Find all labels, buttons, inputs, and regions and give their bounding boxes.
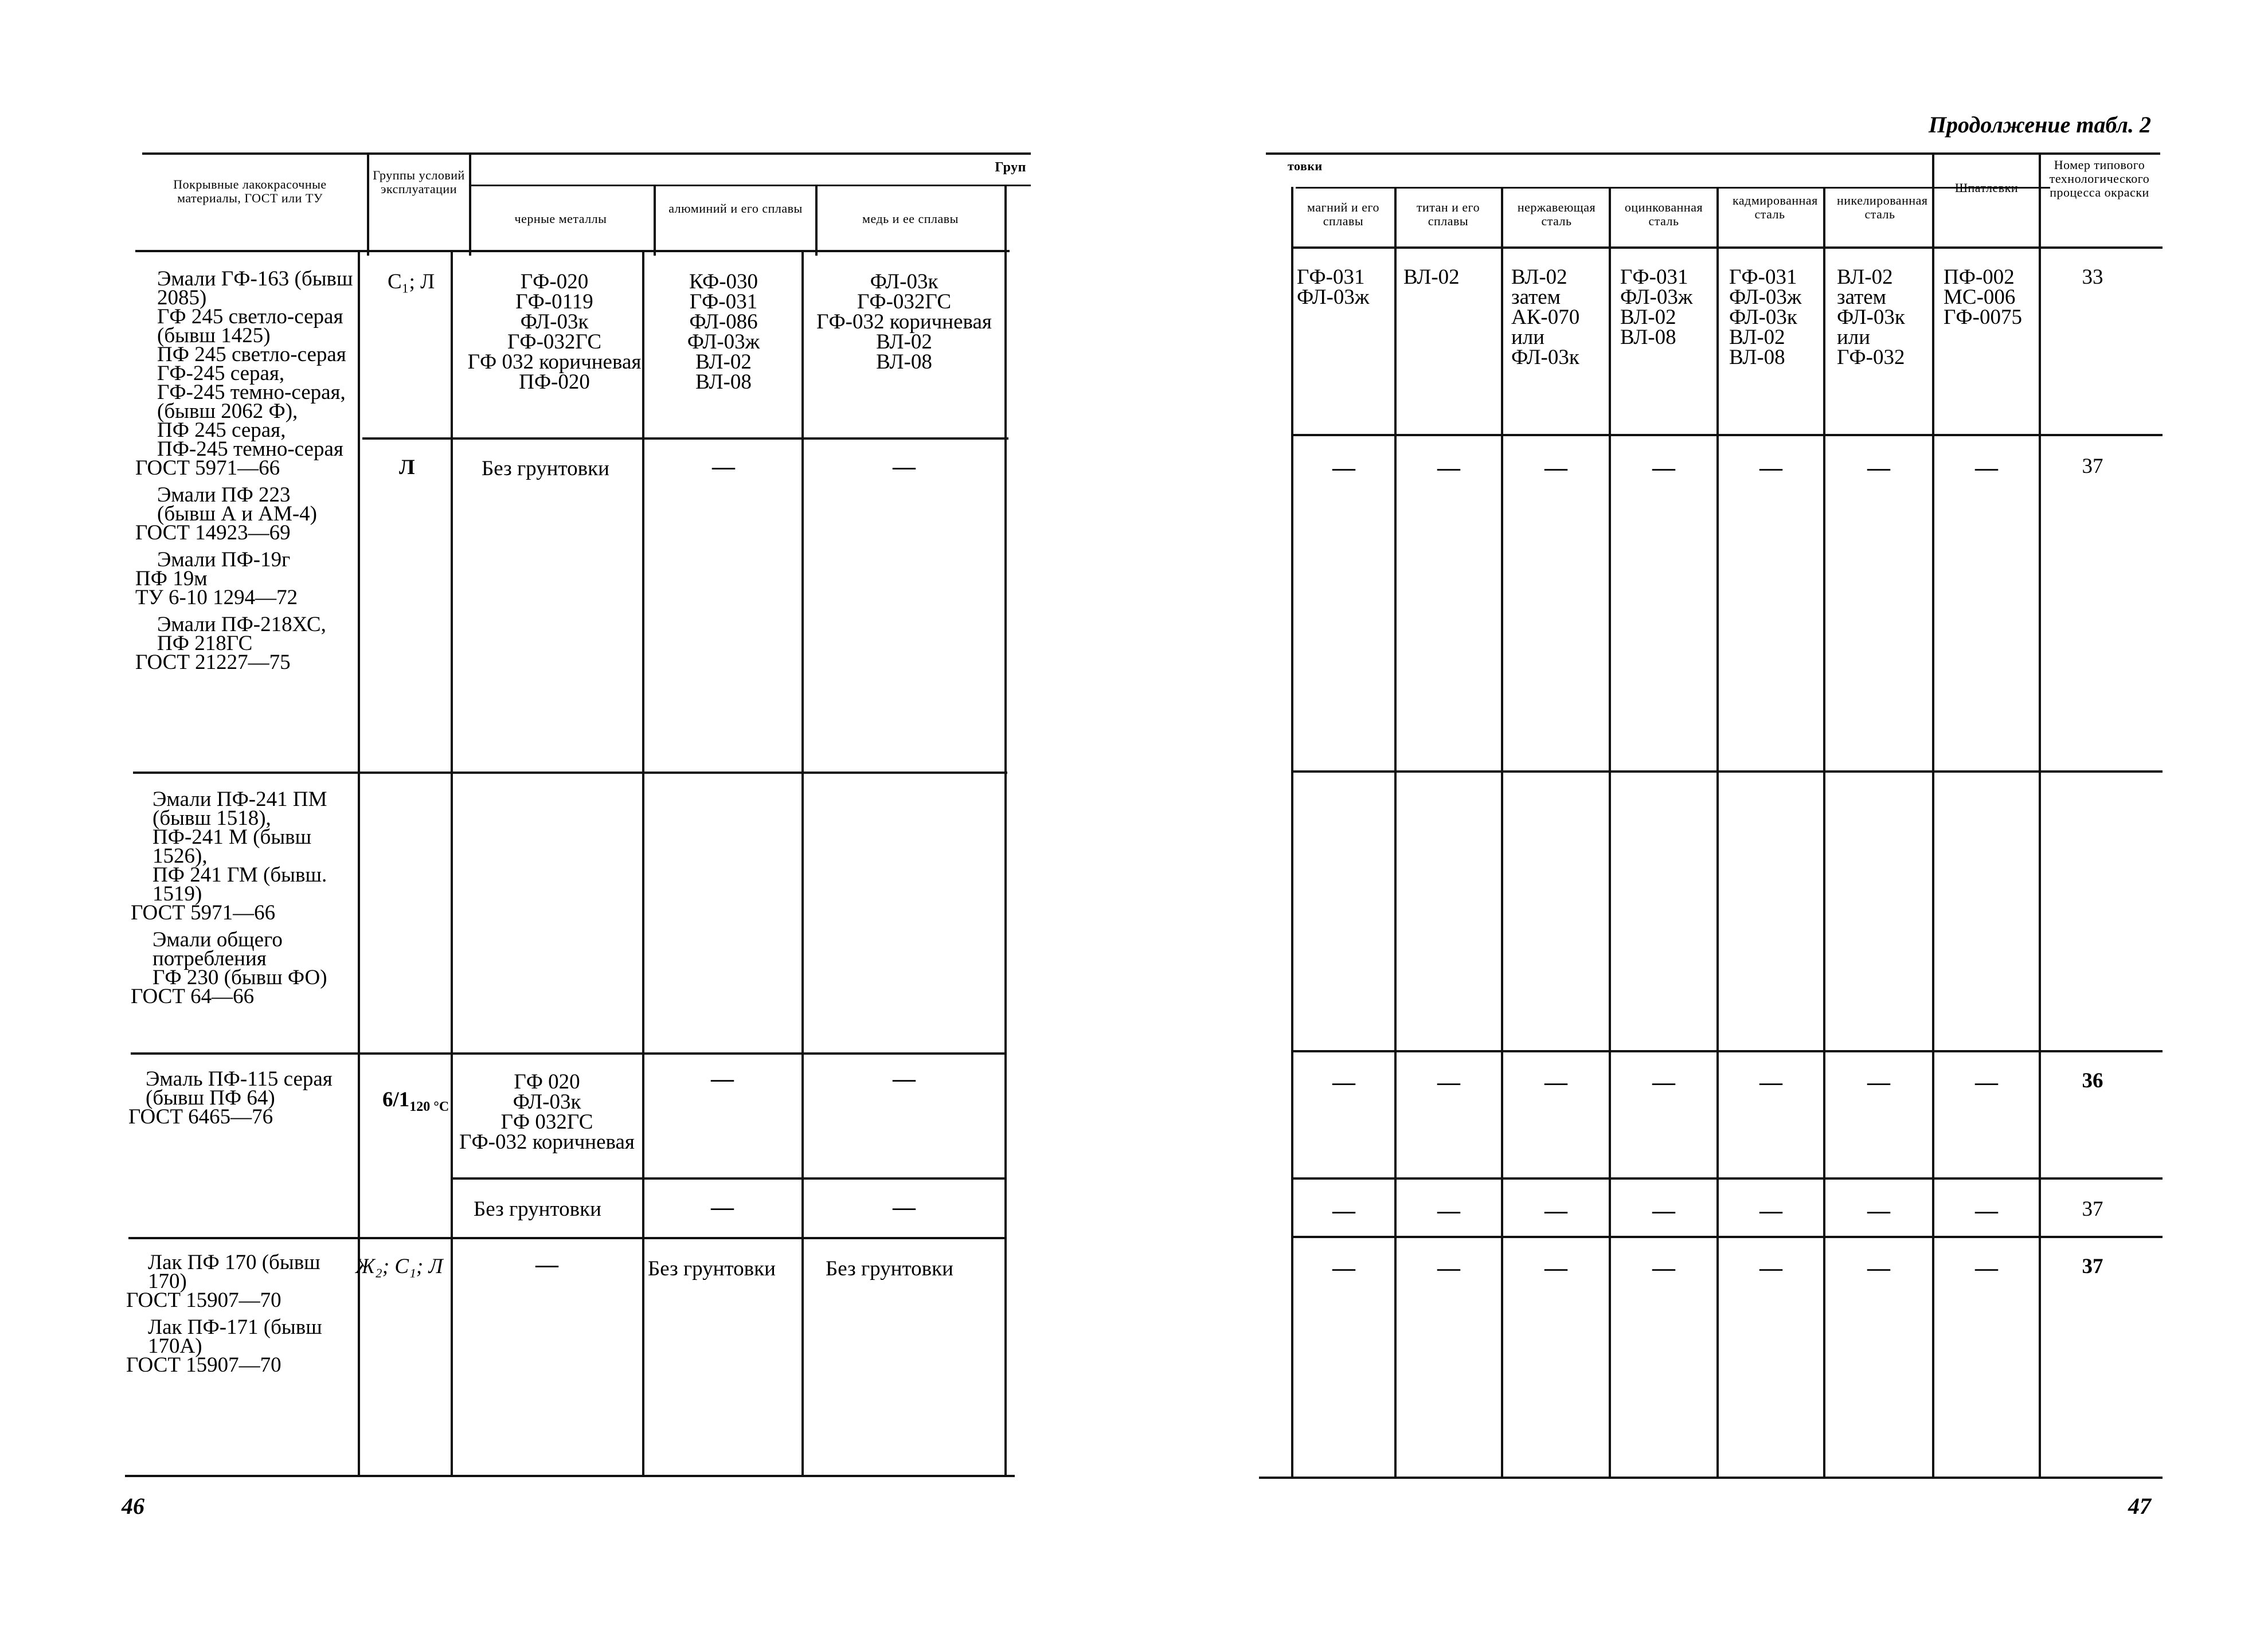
block4-copper: Без грунтовки <box>826 1257 953 1281</box>
r-row5-process: 37 <box>2082 1197 2103 1221</box>
block2-bottom-rule <box>131 1052 1005 1055</box>
material-line: Эмали ПФ-241 ПМ (бывш 1518), <box>152 788 327 830</box>
subheader-rule <box>469 185 1031 186</box>
material-line: ГОСТ 6465—76 <box>128 1105 273 1129</box>
col-rule-aluminum <box>815 185 818 256</box>
r-row4-magnesium: — <box>1332 1069 1355 1095</box>
block3-row2-black: Без грунтовки <box>474 1197 601 1221</box>
col-rule-materials-body <box>358 250 360 1475</box>
header-materials: Покрывные лакокрасочные материалы, ГОСТ или ТУ <box>173 177 327 205</box>
r-row1-stainless: ВЛ-02 затем АК-070 или ФЛ-03к <box>1511 265 1580 369</box>
r-row5-magnesium: — <box>1332 1197 1355 1223</box>
block1-row2-black: Без грунтовки <box>482 457 609 480</box>
block3-group-main: 6/1 <box>382 1088 410 1111</box>
r-col-rule-putty <box>2039 152 2041 1477</box>
block1-row1-aluminum: КФ-030 ГФ-031 ФЛ-086 ФЛ-03ж ВЛ-02 ВЛ-08 <box>687 270 760 394</box>
r-header-titanium: титан и его сплавы <box>1416 200 1480 228</box>
col-rule-groups <box>469 152 471 256</box>
r-col-rule-left <box>1291 187 1293 1477</box>
material-line: ГОСТ 64—66 <box>131 985 255 1008</box>
col-rule-black-body <box>642 250 644 1475</box>
r-row2-titanium: — <box>1437 455 1460 480</box>
material-line: Эмали ПФ-218ХС, <box>157 613 326 636</box>
block1-mid-rule <box>362 437 1008 440</box>
col-rule-materials <box>367 152 369 256</box>
r-row2-magnesium: — <box>1332 455 1355 480</box>
r-row4-galvanized: — <box>1652 1069 1675 1095</box>
r-row5-titanium: — <box>1437 1197 1460 1223</box>
continuation-label: Продолжение табл. 2 <box>1928 112 2151 138</box>
material-line: Эмали ГФ-163 (бывш 2085) <box>157 267 353 310</box>
r-row6-titanium: — <box>1437 1255 1460 1281</box>
material-line: Эмали ПФ-19г <box>157 548 291 571</box>
block2-materials <box>131 790 350 1006</box>
block1-row1-group: С₁; Л <box>388 270 435 293</box>
r-col-rule-galvanized <box>1716 187 1719 1477</box>
page-number-right: 47 <box>2128 1493 2151 1519</box>
block1-row1-black: ГФ-020 ГФ-0119 ФЛ-03к ГФ-032ГС ГФ 032 коричневая ПФ-020 <box>467 270 642 394</box>
r-row1-magnesium: ГФ-031 ФЛ-03ж <box>1297 265 1370 309</box>
r-row2-galvanized: — <box>1652 455 1675 480</box>
col-rule-copper-right <box>1004 185 1007 1475</box>
material-line: ТУ 6-10 1294—72 <box>135 586 298 609</box>
r-header-magnesium: магний и его сплавы <box>1307 200 1379 228</box>
r-header-cadmium: кадмированная сталь <box>1733 193 1818 221</box>
material-line: ПФ-245 темно-серая <box>157 437 343 461</box>
material-line: Лак ПФ 170 (бывш 170) <box>148 1251 320 1293</box>
block1-bottom-rule <box>133 772 1007 774</box>
r-row5-stainless: — <box>1544 1197 1567 1223</box>
col-rule-aluminum-body <box>801 250 804 1475</box>
col-rule-black <box>654 185 656 256</box>
r-header-process: Номер типового технологического процесса окраски <box>2049 158 2150 199</box>
r-table-top-rule <box>1266 152 2160 155</box>
r-row1-galvanized: ГФ-031 ФЛ-03ж ВЛ-02 ВЛ-08 <box>1620 265 1693 349</box>
r-row6-stainless: — <box>1544 1255 1567 1281</box>
r-row4-titanium: — <box>1437 1069 1460 1095</box>
r-row2-putty: — <box>1975 455 1998 480</box>
r-row6-putty: — <box>1975 1255 1998 1281</box>
material-line: ГФ-245 темно-серая, (бывш 2062 Ф), <box>157 381 346 423</box>
r-row4-putty: — <box>1975 1069 1998 1095</box>
page-number-left: 46 <box>122 1493 144 1519</box>
block3-row2-aluminum: — <box>711 1194 734 1220</box>
r-row6-galvanized: — <box>1652 1255 1675 1281</box>
material-line: ПФ 218ГС <box>157 632 253 655</box>
r-row1-putty: ПФ-002 МС-006 ГФ-0075 <box>1944 265 2022 329</box>
col-rule-groups-body <box>451 250 453 1475</box>
material-line: ГФ-245 серая, <box>157 362 285 385</box>
material-line: Эмали ПФ 223 (бывш А и АМ-4) <box>157 483 317 526</box>
r-row1-titanium: ВЛ-02 <box>1403 265 1460 289</box>
block3-row1-aluminum: — <box>711 1066 734 1091</box>
material-line: ПФ 241 ГМ (бывш. 1519) <box>152 863 327 906</box>
r-row1-nickel: ВЛ-02 затем ФЛ-03к или ГФ-032 <box>1837 265 1905 369</box>
header-copper: медь и ее сплавы <box>862 212 959 226</box>
header-aluminum: алюминий и его сплавы <box>668 201 803 216</box>
block1-materials <box>135 269 353 672</box>
material-line: ПФ 19м <box>135 567 208 590</box>
r-block1-mid-rule <box>1291 434 2163 436</box>
r-row6-cadmium: — <box>1759 1255 1782 1281</box>
block3-row2-copper: — <box>893 1194 916 1220</box>
r-row5-putty: — <box>1975 1197 1998 1223</box>
material-line: ГОСТ 5971—66 <box>135 456 280 480</box>
r-header-putty: Шпатлевки <box>1954 181 2019 195</box>
r-row6-magnesium: — <box>1332 1255 1355 1281</box>
r-header-tovki: товки <box>1288 159 1323 173</box>
material-line: ГФ 230 (бывш ФО) <box>152 966 327 989</box>
r-col-rule-stainless <box>1609 187 1611 1477</box>
material-line: ГФ 245 светло-серая (бывш 1425) <box>157 305 343 347</box>
block3-group-sub: 120 °С <box>409 1099 449 1114</box>
page-gutter <box>1132 0 1149 1625</box>
material-line: Эмали общего потребления <box>152 928 283 970</box>
block4-aluminum: Без грунтовки <box>648 1257 776 1281</box>
r-block2-bottom-rule <box>1291 1050 2163 1052</box>
r-row4-stainless: — <box>1544 1069 1567 1095</box>
header-primer-group: Груп <box>995 160 1026 175</box>
r-row2-nickel: — <box>1867 455 1890 480</box>
r-table-bottom-rule <box>1259 1477 2163 1479</box>
r-row4-process: 36 <box>2082 1069 2103 1093</box>
block3-row1-black: ГФ 020 ФЛ-03к ГФ 032ГС ГФ-032 коричневая <box>459 1070 635 1154</box>
material-line: ПФ 245 светло-серая <box>157 343 346 366</box>
table-bottom-rule <box>125 1475 1015 1477</box>
block1-row2-copper: — <box>893 453 916 479</box>
material-line: ГОСТ 15907—70 <box>126 1289 281 1312</box>
block3-mid-rule <box>451 1177 1005 1180</box>
material-line: ГОСТ 14923—69 <box>135 521 291 545</box>
r-row5-cadmium: — <box>1759 1197 1782 1223</box>
block1-row1-copper: ФЛ-03к ГФ-032ГС ГФ-032 коричневая ВЛ-02 ВЛ-08 <box>816 270 992 374</box>
block4-materials <box>126 1253 353 1375</box>
block3-row1-copper: — <box>893 1066 916 1091</box>
block1-row2-group: Л <box>399 456 415 479</box>
r-row2-cadmium: — <box>1759 455 1782 480</box>
block3-bottom-rule <box>128 1237 1005 1239</box>
block4-black: — <box>535 1251 558 1277</box>
r-row1-cadmium: ГФ-031 ФЛ-03ж ФЛ-03к ВЛ-02 ВЛ-08 <box>1729 265 1802 369</box>
r-block3-mid-rule <box>1291 1177 2163 1180</box>
r-header-nickel: никелированная сталь <box>1837 193 1928 221</box>
material-line: ПФ-241 М (бывш 1526), <box>152 825 312 868</box>
block3-materials <box>128 1067 353 1129</box>
header-groups: Группы условий эксплуатации <box>373 168 465 196</box>
r-subheader-rule <box>1296 187 2050 189</box>
header-bottom-rule <box>135 250 1010 252</box>
r-row2-stainless: — <box>1544 455 1567 480</box>
material-line: ГОСТ 15907—70 <box>126 1353 281 1377</box>
r-header-stainless: нержавеющая сталь <box>1517 200 1596 228</box>
r-row5-nickel: — <box>1867 1197 1890 1223</box>
material-line: Лак ПФ-171 (бывш 170А) <box>148 1315 322 1358</box>
r-header-galvanized: оцинкованная сталь <box>1624 200 1703 228</box>
r-col-rule-titanium <box>1501 187 1503 1477</box>
r-col-rule-cadmium <box>1823 187 1825 1477</box>
r-block3-bottom-rule <box>1291 1236 2163 1238</box>
material-line: Эмаль ПФ-115 серая (бывш ПФ 64) <box>146 1067 333 1110</box>
r-row1-process: 33 <box>2082 265 2103 289</box>
r-header-bottom-rule <box>1291 246 2163 249</box>
material-line: ПФ 245 серая, <box>157 418 286 442</box>
header-black-metals: черные металлы <box>514 212 607 226</box>
r-row6-nickel: — <box>1867 1255 1890 1281</box>
r-row6-process: 37 <box>2082 1255 2103 1278</box>
block3-group <box>361 1070 449 1137</box>
r-row4-cadmium: — <box>1759 1069 1782 1095</box>
material-line: ГОСТ 5971—66 <box>131 901 276 925</box>
block4-group: Ж₂; С₁; Л <box>355 1255 443 1278</box>
material-line: ГОСТ 21227—75 <box>135 651 291 674</box>
block1-row2-aluminum: — <box>712 453 735 479</box>
r-row5-galvanized: — <box>1652 1197 1675 1223</box>
r-col-rule-magnesium <box>1394 187 1397 1477</box>
r-block1-bottom-rule <box>1291 770 2163 773</box>
table-top-rule <box>142 152 1031 155</box>
r-row4-nickel: — <box>1867 1069 1890 1095</box>
r-row2-process: 37 <box>2082 455 2103 478</box>
